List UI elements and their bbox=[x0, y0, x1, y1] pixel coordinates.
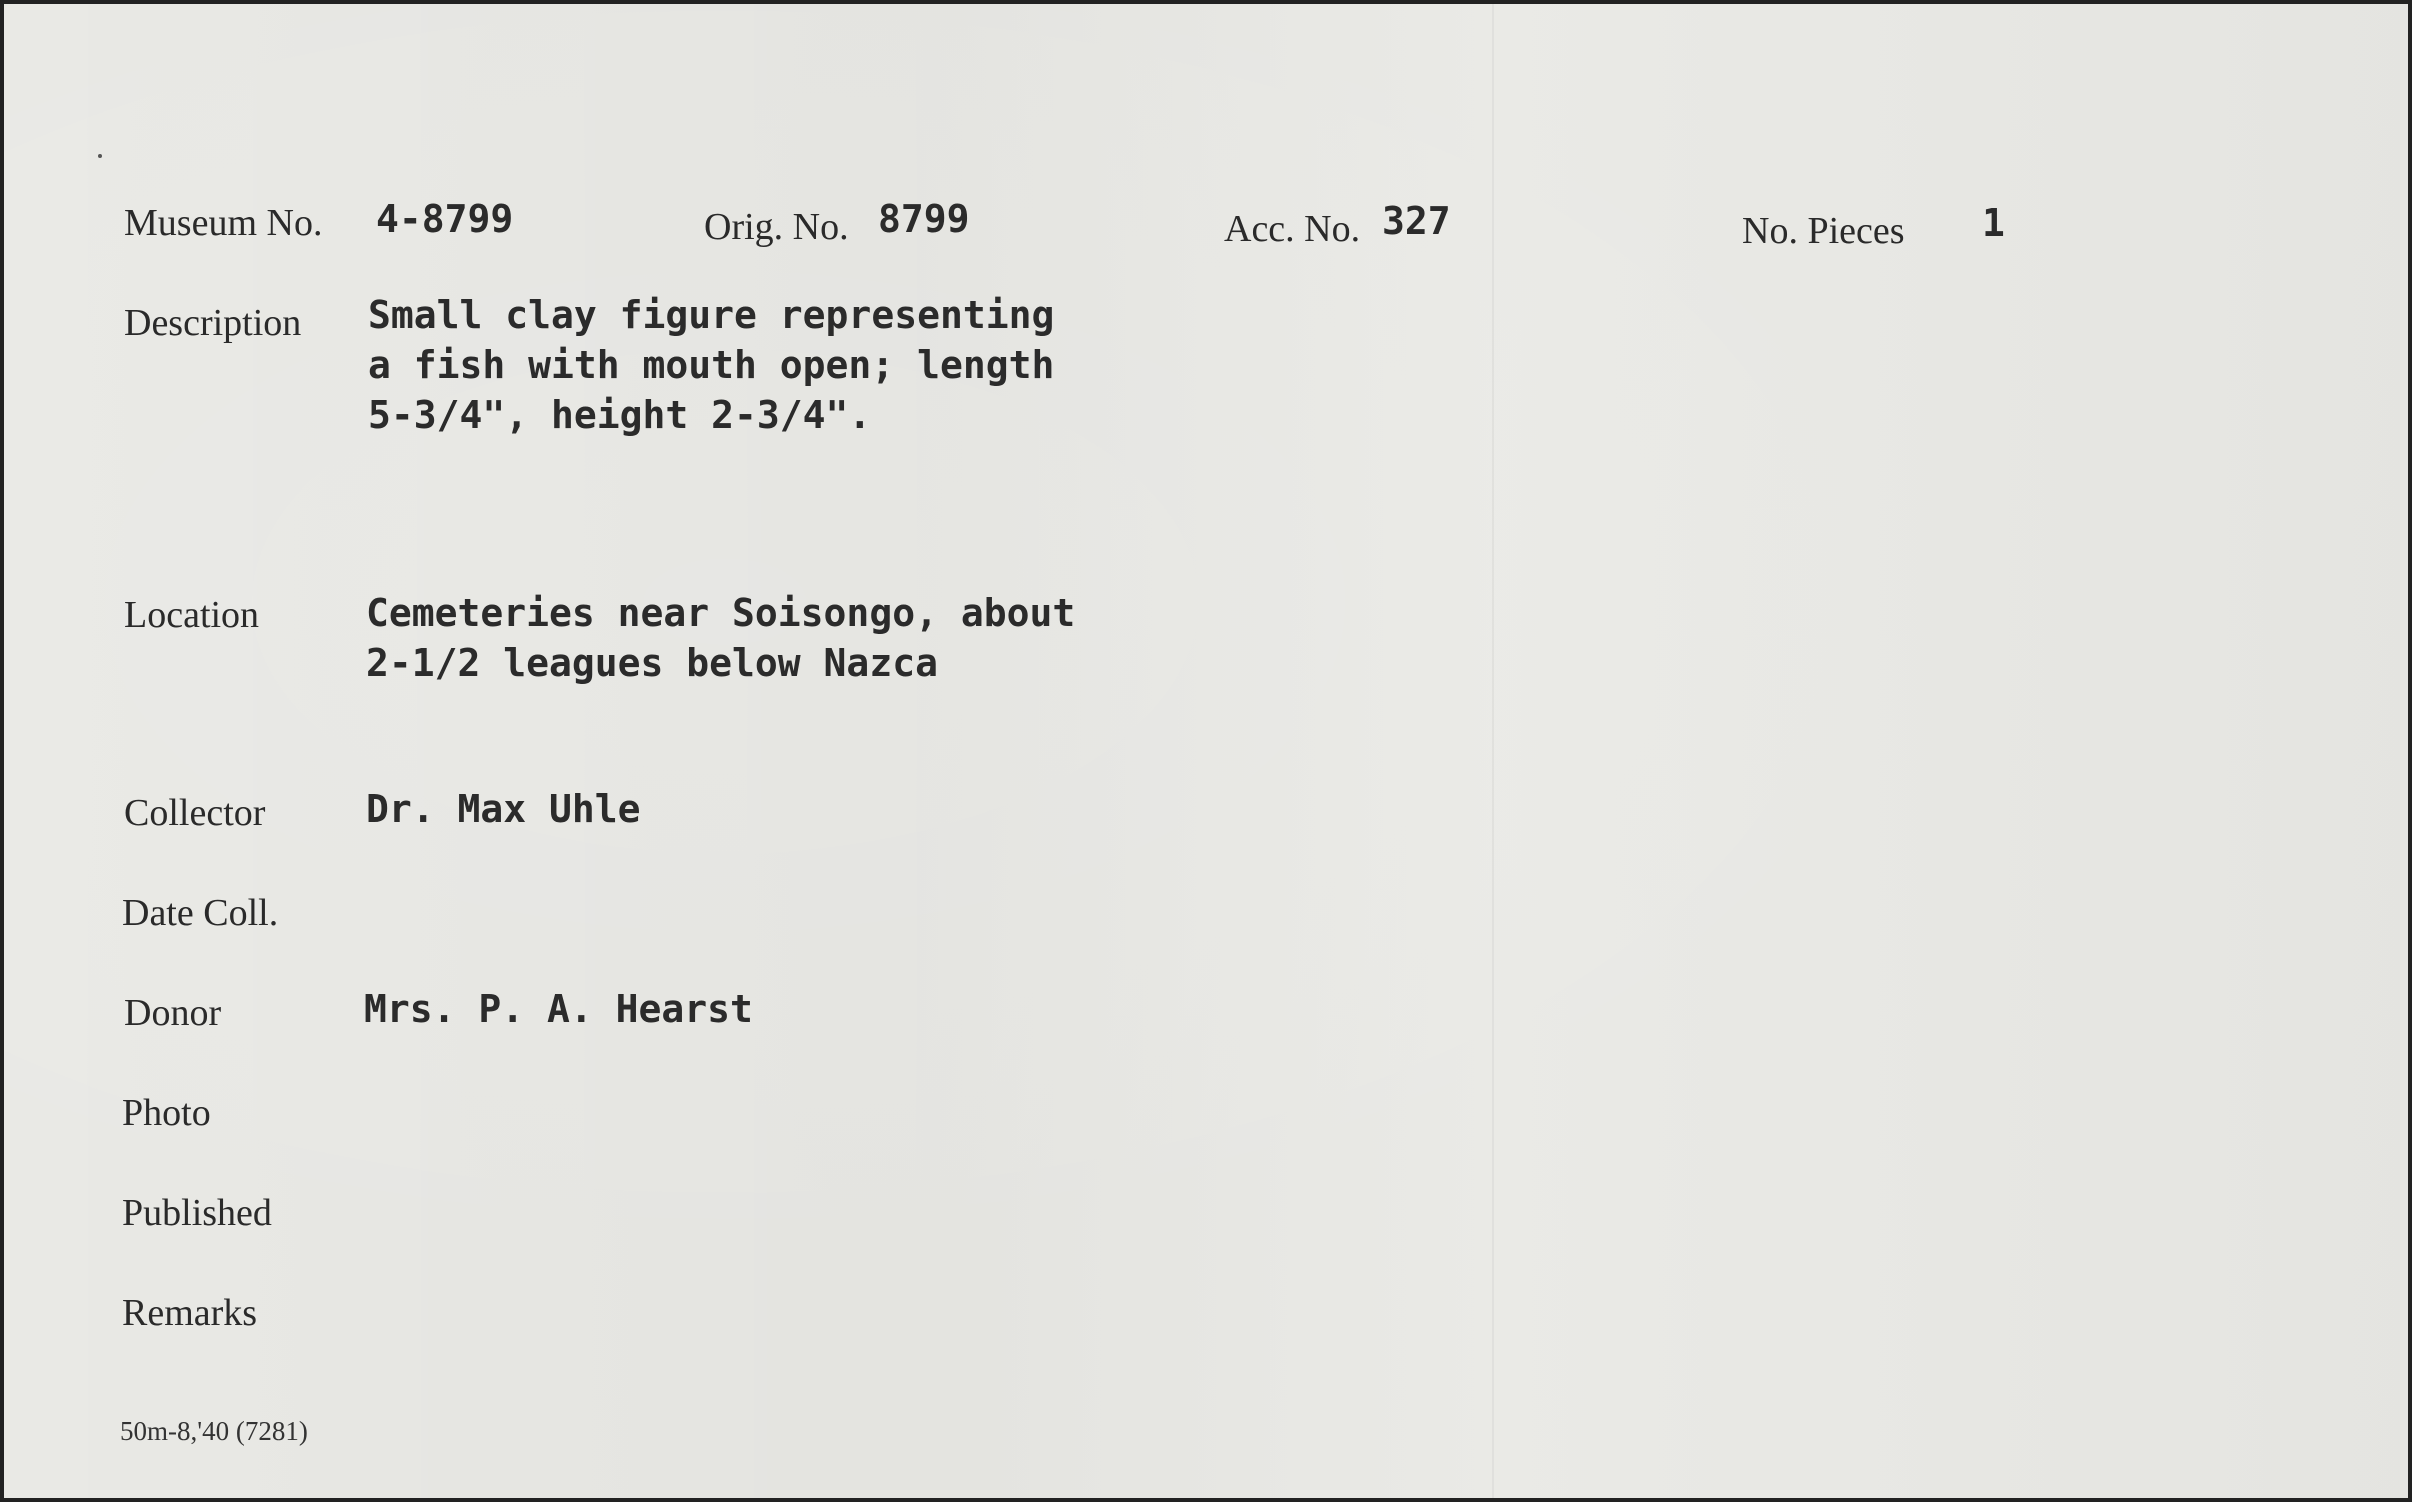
location-block bbox=[366, 588, 1075, 688]
location-label: Location bbox=[124, 594, 260, 636]
collector-label: Collector bbox=[124, 792, 266, 834]
acc-no-value: 327 bbox=[1382, 199, 1451, 243]
location-line: Cemeteries near Soisongo, about bbox=[366, 591, 1076, 635]
donor-label: Donor bbox=[124, 992, 222, 1034]
form-code: 50m-8,'40 (7281) bbox=[120, 1416, 308, 1446]
location-line: 2-1/2 leagues below Nazca bbox=[366, 641, 938, 685]
description-block bbox=[368, 290, 1054, 440]
remarks-label: Remarks bbox=[122, 1292, 258, 1334]
published-label: Published bbox=[122, 1192, 272, 1234]
acc-no-label: Acc. No. bbox=[1224, 208, 1361, 250]
description-line: a fish with mouth open; length bbox=[368, 343, 1055, 387]
donor-value: Mrs. P. A. Hearst bbox=[364, 987, 753, 1031]
collector-value: Dr. Max Uhle bbox=[366, 787, 641, 831]
no-pieces-value: 1 bbox=[1982, 201, 2005, 245]
description-line: 5-3/4", height 2-3/4". bbox=[368, 393, 872, 437]
card-fold-line bbox=[1492, 4, 1494, 1498]
museum-no-label: Museum No. bbox=[124, 202, 323, 244]
description-label: Description bbox=[124, 302, 302, 344]
date-coll-label: Date Coll. bbox=[122, 892, 279, 934]
orig-no-label: Orig. No. bbox=[704, 206, 849, 248]
no-pieces-label: No. Pieces bbox=[1742, 210, 1905, 252]
photo-label: Photo bbox=[122, 1092, 211, 1134]
ink-speck bbox=[98, 154, 102, 158]
museum-no-value: 4-8799 bbox=[376, 197, 514, 241]
description-line: Small clay figure representing bbox=[368, 293, 1055, 337]
orig-no-value: 8799 bbox=[878, 197, 970, 241]
